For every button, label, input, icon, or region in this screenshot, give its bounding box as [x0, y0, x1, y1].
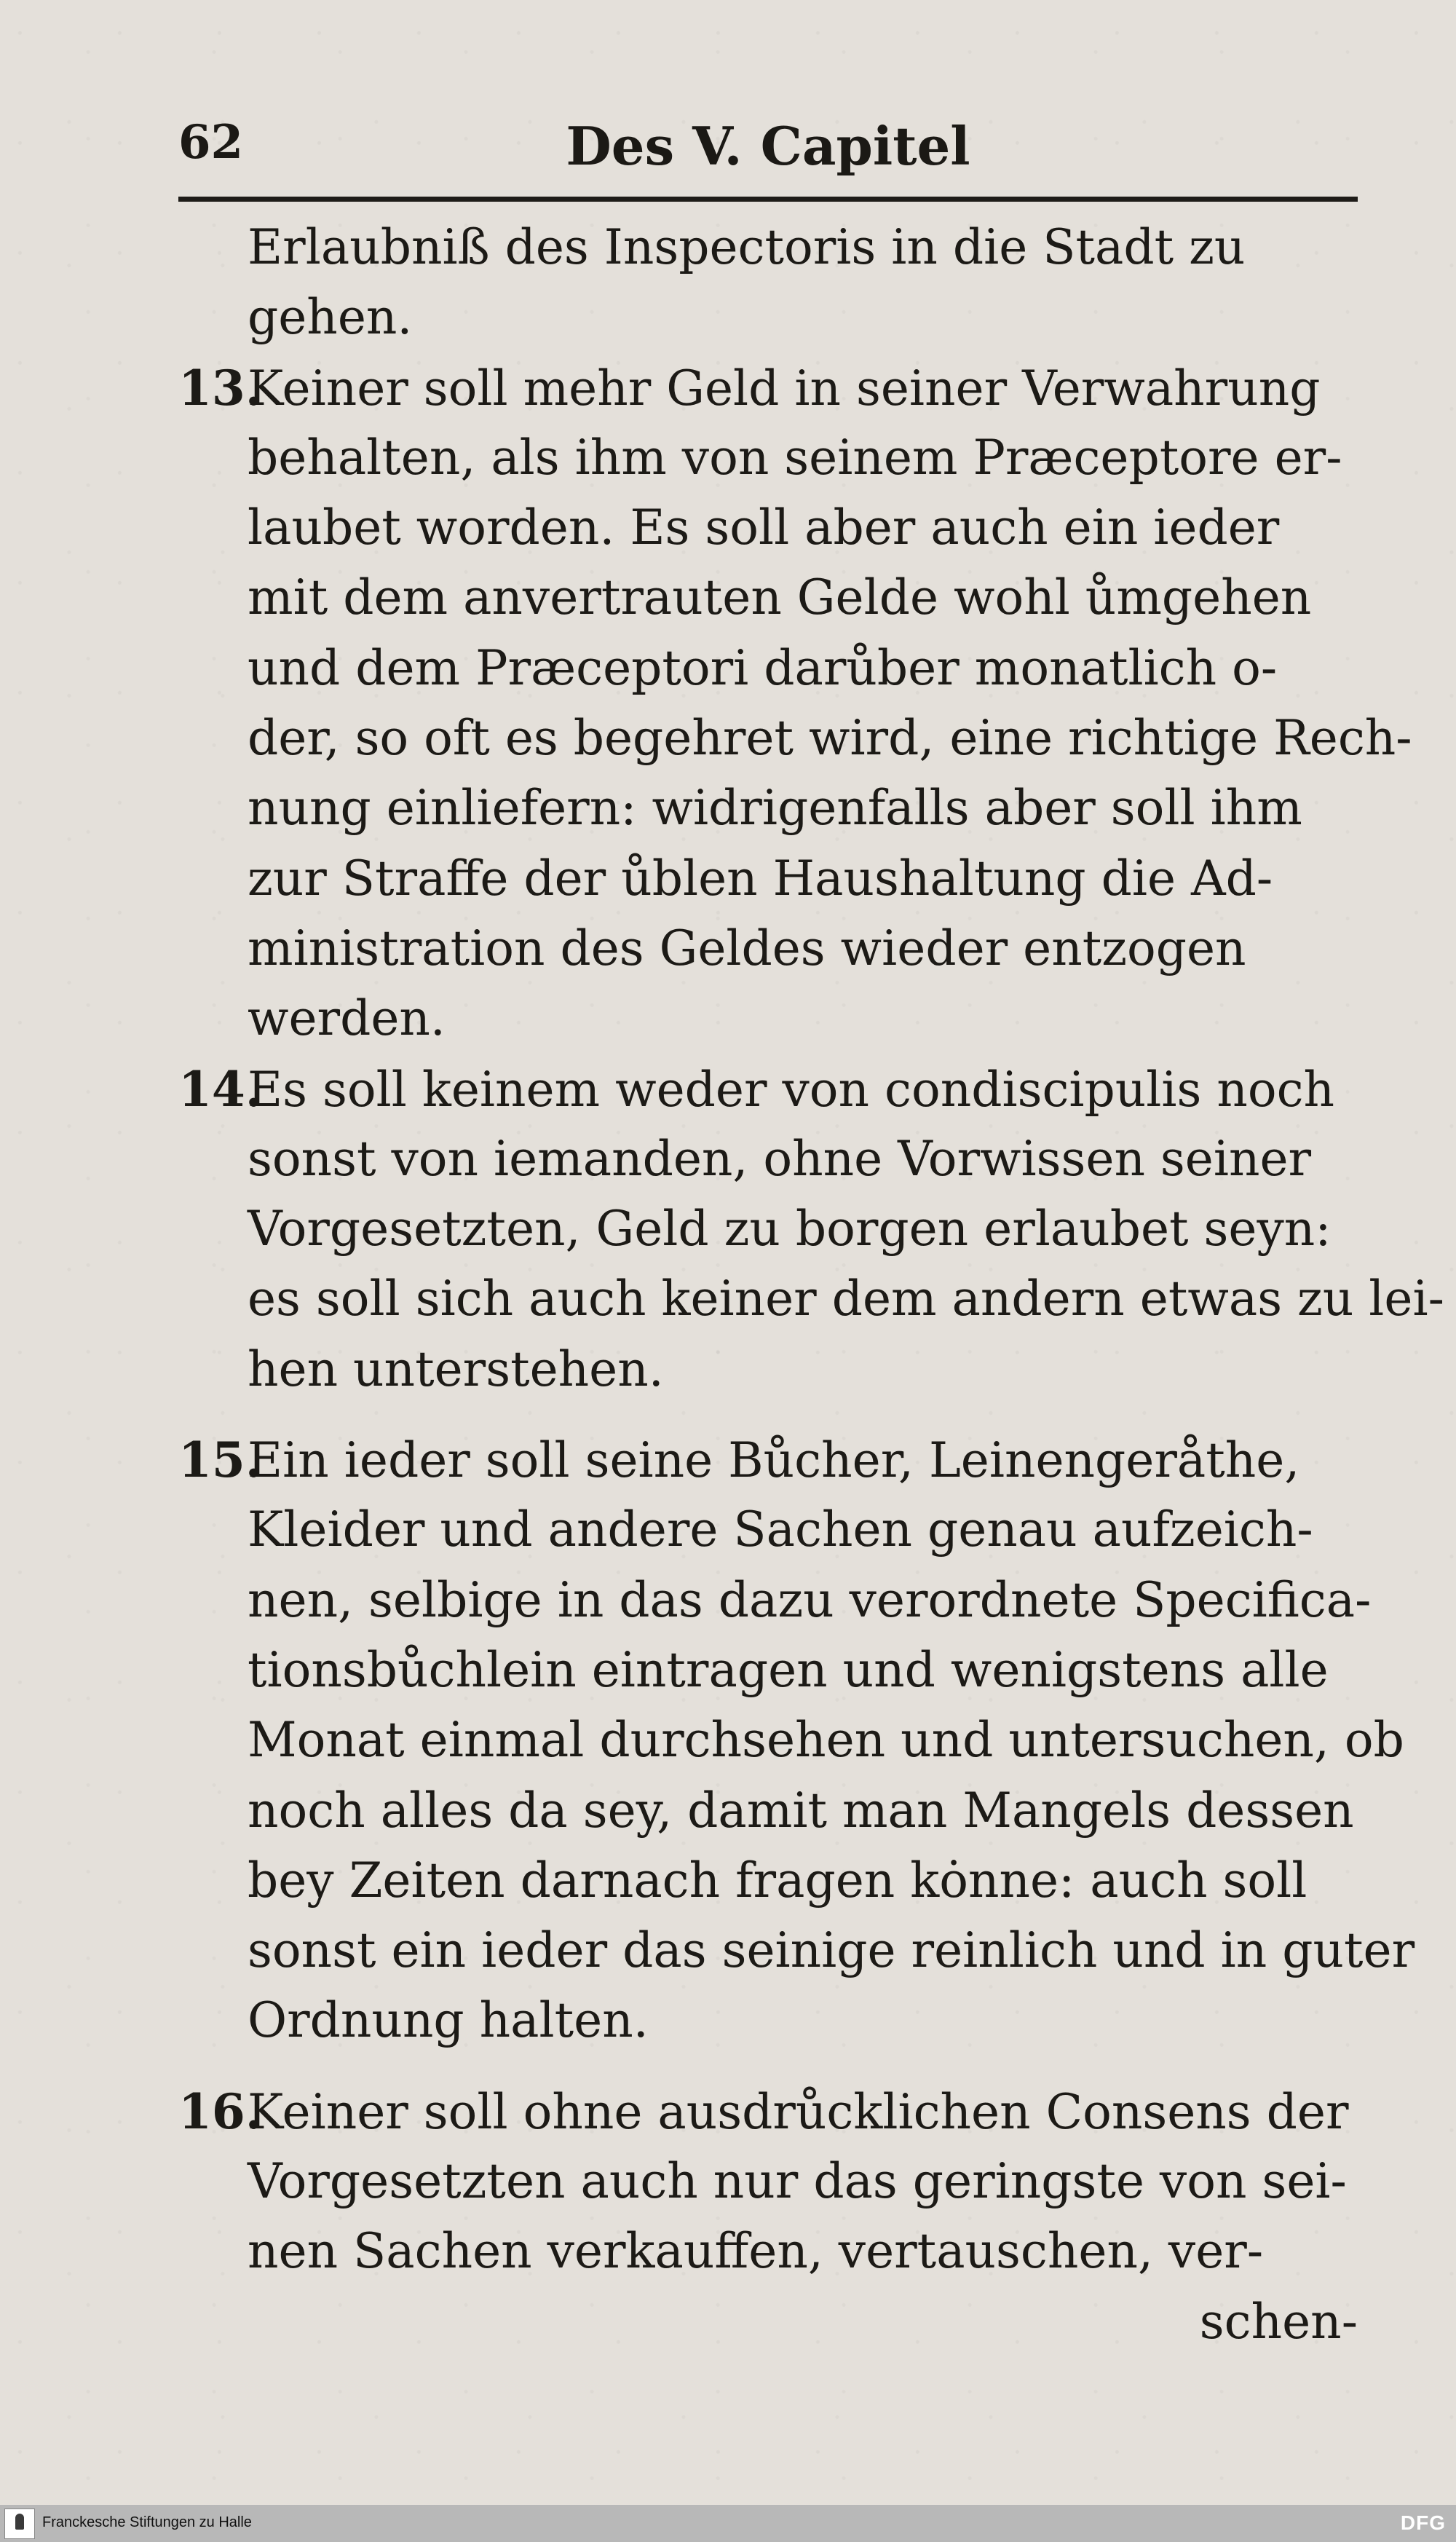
entry-number: 14. [178, 1060, 262, 1118]
text-line-content: Keiner soll mehr Geld in seiner Verwahrung [248, 360, 1321, 417]
text-line: sonst von iemanden, ohne Vorwissen seiner [248, 1130, 1312, 1187]
text-line: Monat einmal durchsehen und untersuchen, ob [248, 1712, 1404, 1769]
text-line: werden. [248, 990, 446, 1047]
text-line-content: Ein ieder soll seine Bůcher, Leinengeråthe, [248, 1432, 1300, 1489]
text-line-content: Keiner soll ohne ausdrůcklichen Consens der [248, 2083, 1349, 2140]
text-line: noch alles da sey, damit man Mangels dessen [248, 1782, 1354, 1839]
entry-14 [178, 1054, 1444, 1405]
text-line: sonst ein ieder das seinige reinlich und in guter [248, 1922, 1415, 1979]
text-line: tionsbůchlein eintragen und wenigstens alle [248, 1641, 1329, 1698]
text-line: nen, selbige in das dazu verordnete Specifica- [248, 1571, 1372, 1628]
text-line: und dem Præceptori darůber monatlich o- [248, 639, 1278, 696]
text-line: gehen. [248, 289, 413, 346]
text-line [178, 1425, 1358, 1495]
text-line: laubet worden. Es soll aber auch ein ieder [248, 500, 1280, 556]
text-line: hen unterstehen. [248, 1341, 664, 1397]
text-line: Vorgesetzten auch nur das geringste von sei- [248, 2153, 1347, 2210]
entry-16 [178, 2077, 1358, 2287]
running-title: Des V. Capitel [566, 115, 970, 177]
entry-number: 15. [178, 1432, 262, 1489]
text-line: Ordnung halten. [248, 1992, 649, 2049]
entry-continuation [178, 213, 1358, 353]
text-line [178, 2077, 1358, 2147]
text-line: Erlaubniß des Inspectoris in die Stadt zu [248, 219, 1246, 275]
header-rule [178, 197, 1358, 202]
body-text [178, 213, 1444, 2357]
institution-logo-icon[interactable] [4, 2509, 35, 2539]
entry-number: 13. [178, 359, 262, 417]
institution-name: Franckesche Stiftungen zu Halle [42, 2514, 252, 2530]
text-line: Vorgesetzten, Geld zu borgen erlaubet seyn: [248, 1201, 1332, 1258]
entry-13 [178, 353, 1412, 1054]
entry-15 [178, 1425, 1415, 2056]
text-line: ministration des Geldes wieder entzogen [248, 920, 1246, 976]
page-header [178, 109, 1358, 189]
page-number: 62 [178, 115, 244, 170]
text-line [178, 1054, 1358, 1124]
text-line: nung einliefern: widrigenfalls aber soll ihm [248, 780, 1302, 837]
text-line: bey Zeiten darnach fragen kȯnne: auch soll [248, 1852, 1307, 1909]
text-line: nen Sachen verkauffen, vertauschen, ver- [248, 2223, 1264, 2280]
text-line: mit dem anvertrauten Gelde wohl ůmgehen [248, 569, 1312, 626]
text-line: der, so oft es begehret wird, eine richtige Rech- [248, 710, 1412, 767]
text-line: es soll sich auch keiner dem andern etwas zu lei- [248, 1271, 1444, 1327]
entry-number: 16. [178, 2083, 262, 2140]
catchword: schen- [1199, 2293, 1358, 2350]
text-line: behalten, als ihm von seinem Præceptore er- [248, 429, 1342, 486]
text-line: Kleider und andere Sachen genau aufzeich- [248, 1501, 1313, 1558]
viewer-footer-bar [0, 2505, 1456, 2542]
text-line: zur Straffe der ůblen Haushaltung die Ad- [248, 850, 1273, 907]
text-line-content: Es soll keinem weder von condiscipulis noch [248, 1061, 1335, 1118]
dfg-logo: DFG [1400, 2511, 1446, 2534]
text-line [178, 353, 1358, 423]
